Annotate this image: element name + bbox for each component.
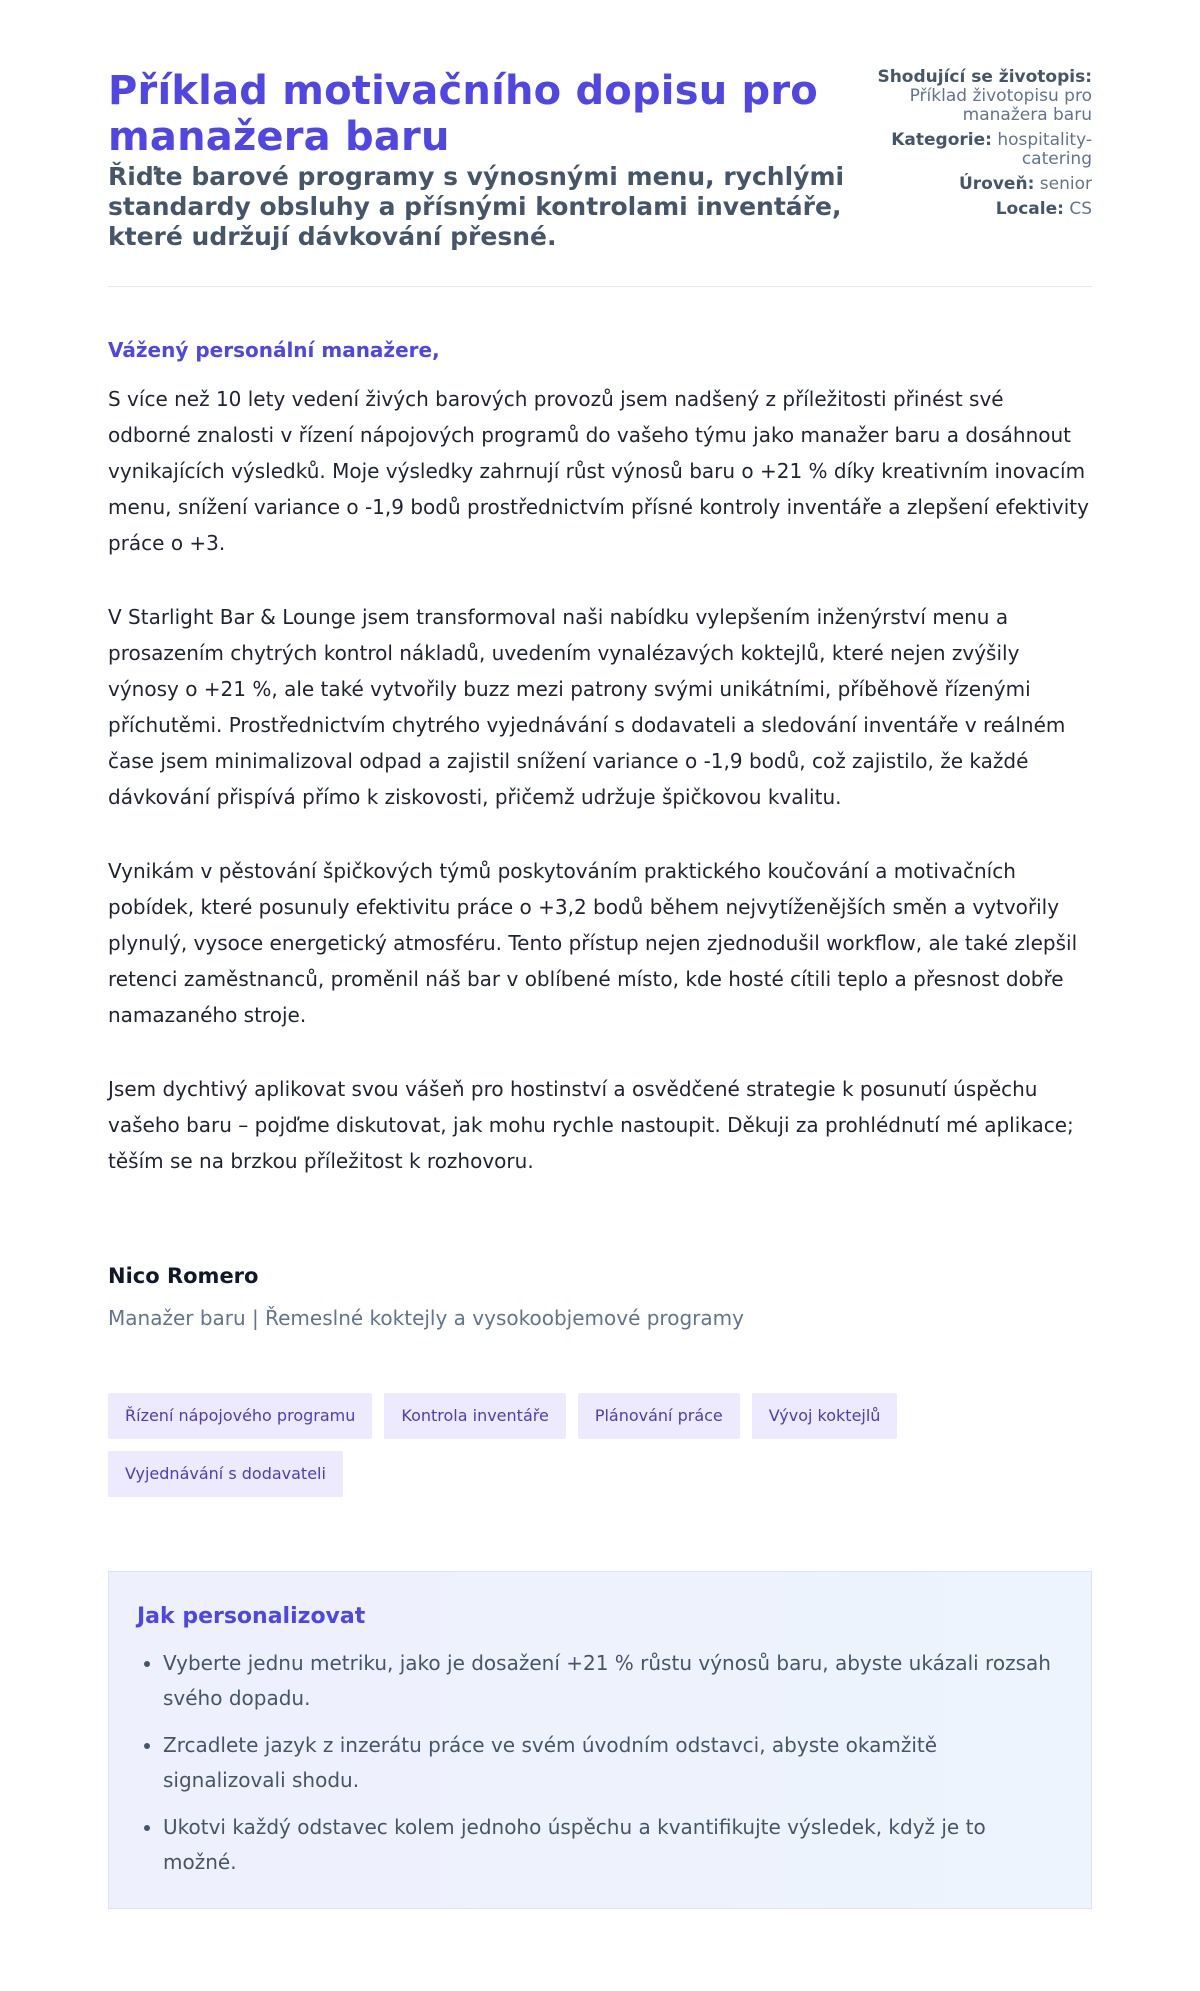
- letter-paragraph: Vynikám v pěstování špičkových týmů poskytováním praktického koučování a motivačních pobídek, které posunuly efektivitu práce o +3,2 bodů během nejvytíženějších směn a vytvořily plynulý, vysoce energetický atmosféru. Tento přístup nejen zjednodušil workflow, ale také zlepšil retenci zaměstnanců, proměnil náš bar v oblíbené místo, kde hosté cítili teplo a přesnost dobře namazaného stroje.: [108, 859, 1078, 1027]
- signature-role: Manažer baru | Řemeslné koktejly a vysokoobjemové programy: [108, 1306, 744, 1330]
- meta-level: [874, 175, 1092, 194]
- tip-item: • Ukotvi každý odstavec kolem jednoho úspěchu a kvantifikujte výsledek, když je to možné.: [163, 1810, 1063, 1880]
- skill-tags: [108, 1393, 1008, 1509]
- skill-tag: Kontrola inventáře: [384, 1393, 565, 1439]
- meta-key: Kategorie:: [891, 130, 992, 150]
- letter-salutation: Vážený personální manažere,: [108, 338, 440, 362]
- skill-tag: Vývoj koktejlů: [752, 1393, 898, 1439]
- header-divider: [108, 286, 1092, 287]
- page-header: [108, 68, 1092, 252]
- meta-key: Shodující se životopis:: [877, 67, 1092, 87]
- page-title: Příklad motivačního dopisu pro manažera baru: [108, 68, 818, 160]
- letter-paragraph: S více než 10 lety vedení živých barových provozů jsem nadšený z příležitosti přinést své odborné znalosti v řízení nápojových programů do vašeho týmu jako manažer baru a dosáhnout vynikajících výsledků. Moje výsledky zahrnují růst výnosů baru o +21 % díky kreativním inovacím menu, snížení variance o -1,9 bodů prostřednictvím přísné kontroly inventáře a zlepšení efektivity práce o +3.: [108, 387, 1089, 555]
- meta-value: senior: [1039, 174, 1092, 194]
- meta-value: hospitality-catering: [997, 130, 1092, 169]
- letter-paragraph: V Starlight Bar & Lounge jsem transformoval naši nabídku vylepšením inženýrství menu a prosazením chytrých kontrol nákladů, uvedením vynalézavých koktejlů, které nejen zvýšily výnosy o +21 %, ale také vytvořily buzz mezi patrony svými unikátními, příběhově řízenými příchutěmi. Prostřednictvím chytrého vyjednávání s dodavateli a sledování inventáře v reálném čase jsem minimalizoval odpad a zajistil snížení variance o -1,9 bodů, což zajistilo, že každé dávkování přispívá přímo k ziskovosti, přičemž udržuje špičkovou kvalitu.: [108, 605, 1066, 809]
- tips-list: [137, 1646, 1063, 1880]
- tip-item: • Zrcadlete jazyk z inzerátu práce ve svém úvodním odstavci, abyste okamžitě signalizovali shodu.: [163, 1728, 1063, 1798]
- letter-body: [108, 381, 1092, 1179]
- meta-key: Locale:: [995, 199, 1064, 219]
- meta-locale: [874, 200, 1092, 219]
- meta-key: Úroveň:: [958, 174, 1035, 194]
- skill-tag: Řízení nápojového programu: [108, 1393, 372, 1439]
- meta-value: CS: [1069, 199, 1092, 219]
- meta-value: Příklad životopisu pro manažera baru: [909, 86, 1092, 125]
- header-titles: [108, 68, 868, 252]
- tip-item: • Vyberte jednu metriku, jako je dosažení +21 % růstu výnosů baru, abyste ukázali rozsah svého dopadu.: [163, 1646, 1063, 1716]
- metadata-panel: [874, 68, 1092, 225]
- meta-matching-resume: [874, 68, 1092, 125]
- page-subtitle: Řiďte barové programy s výnosnými menu, rychlými standardy obsluhy a přísnými kontrolami inventáře, které udržují dávkování přesné.: [108, 162, 845, 251]
- tips-title: Jak personalizovat: [137, 1604, 366, 1629]
- signature-name: Nico Romero: [108, 1264, 259, 1288]
- personalize-tips-box: [108, 1571, 1092, 1909]
- skill-tag: Plánování práce: [578, 1393, 740, 1439]
- meta-category: [874, 131, 1092, 169]
- letter-paragraph: Jsem dychtivý aplikovat svou vášeň pro hostinství a osvědčené strategie k posunutí úspěchu vašeho baru – pojďme diskutovat, jak mohu rychle nastoupit. Děkuji za prohlédnutí mé aplikace; těším se na brzkou příležitost k rozhovoru.: [108, 1077, 1074, 1173]
- skill-tag: Vyjednávání s dodavateli: [108, 1451, 343, 1497]
